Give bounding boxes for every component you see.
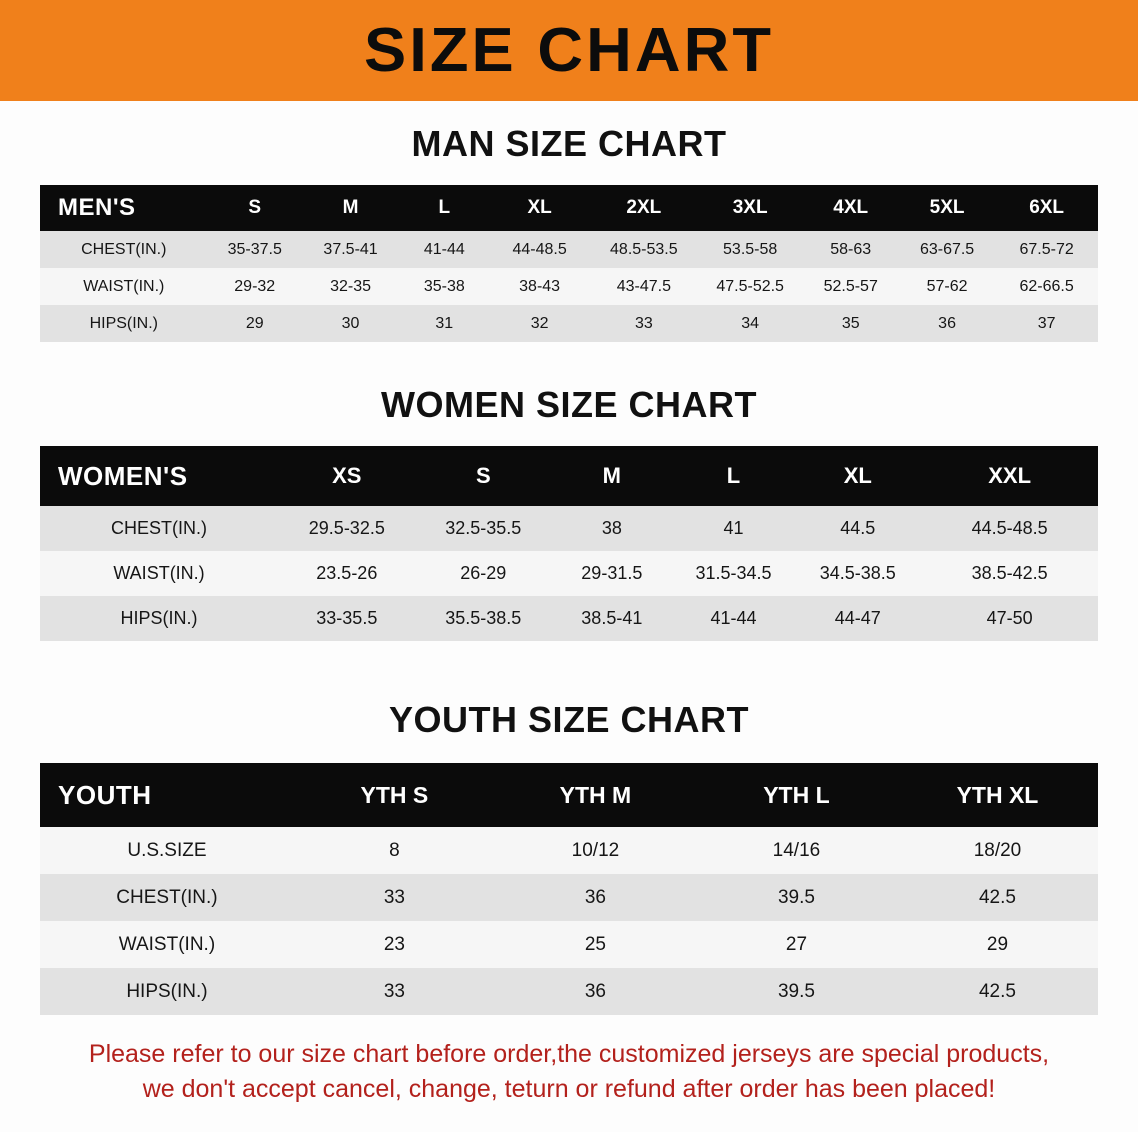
header-cell-s: S [248, 197, 262, 218]
cell: 35.5-38.5 [445, 608, 522, 628]
header-cell-m: M [602, 463, 621, 488]
policy-note-line-1: Please refer to our size chart before order,the customized jerseys are special products, [88, 1040, 1050, 1068]
table-row [40, 827, 1098, 874]
row-label-chest: CHEST(IN.) [116, 886, 218, 908]
header-cell-m: M [342, 197, 359, 218]
cell: 32-35 [330, 277, 372, 295]
cell: 32 [530, 314, 549, 332]
row-label-chest: CHEST(IN.) [111, 518, 208, 538]
cell: 23.5-26 [316, 563, 378, 583]
cell: 25 [584, 933, 606, 955]
women-section-title: WOMEN SIZE CHART [381, 384, 757, 425]
cell: 37 [1037, 314, 1056, 332]
header-cell-xxl: XXL [988, 463, 1032, 488]
cell: 38 [601, 518, 622, 538]
row-label-waist: WAIST(IN.) [118, 933, 216, 955]
header-cell-xl: XL [843, 463, 872, 488]
cell: 44.5 [840, 518, 876, 538]
cell: 14/16 [772, 839, 821, 861]
cell: 30 [341, 314, 360, 332]
row-label-us-size: U.S.SIZE [127, 839, 207, 861]
header-cell-yth-xl: YTH XL [956, 781, 1039, 808]
cell: 33 [383, 886, 405, 908]
youth-table-wrap [0, 763, 1138, 1015]
cell: 29 [986, 933, 1009, 955]
cell: 47.5-52.5 [716, 277, 784, 295]
cell: 29.5-32.5 [308, 518, 385, 538]
table-row [40, 268, 1098, 305]
cell: 41 [723, 518, 744, 538]
table-row [40, 874, 1098, 921]
cell: 33 [634, 314, 653, 332]
women-table-wrap [0, 446, 1138, 641]
page-banner [0, 0, 1138, 101]
cell: 33 [383, 980, 405, 1002]
cell: 10/12 [571, 839, 620, 861]
cell: 44-48.5 [512, 240, 567, 258]
cell: 35-38 [423, 277, 465, 295]
header-cell-yth-l: YTH L [763, 781, 830, 808]
header-cell-yth-s: YTH S [360, 781, 429, 808]
header-cell-s: S [475, 463, 491, 488]
header-cell-4xl: 4XL [833, 197, 869, 218]
cell: 47-50 [986, 608, 1033, 628]
man-table-wrap [0, 185, 1138, 342]
cell: 18/20 [973, 839, 1022, 861]
header-cell-xs: XS [332, 463, 362, 488]
cell: 41-44 [423, 240, 465, 258]
cell: 52.5-57 [823, 277, 878, 295]
row-label-hips: HIPS(IN.) [126, 980, 208, 1002]
cell: 37.5-41 [323, 240, 378, 258]
header-cell-label: YOUTH [58, 779, 152, 810]
cell: 39.5 [777, 980, 815, 1002]
page-title: SIZE CHART [363, 15, 775, 85]
cell: 35-37.5 [227, 240, 282, 258]
table-row [40, 921, 1098, 968]
cell: 42.5 [978, 980, 1016, 1002]
header-cell-label: MEN'S [58, 194, 136, 221]
cell: 38-43 [519, 277, 561, 295]
header-cell-3xl: 3XL [732, 197, 768, 218]
man-size-table [40, 185, 1098, 342]
cell: 44.5-48.5 [971, 518, 1048, 538]
cell: 57-62 [926, 277, 968, 295]
cell: 67.5-72 [1019, 240, 1074, 258]
cell: 33-35.5 [316, 608, 378, 628]
man-section-title: MAN SIZE CHART [411, 123, 727, 164]
cell: 41-44 [710, 608, 757, 628]
header-cell-6xl: 6XL [1029, 197, 1065, 218]
header-cell-xl: XL [527, 197, 552, 218]
cell: 39.5 [777, 886, 815, 908]
row-label-chest: CHEST(IN.) [81, 240, 167, 258]
row-label-hips: HIPS(IN.) [120, 608, 198, 628]
header-cell-l: L [438, 197, 451, 218]
cell: 63-67.5 [919, 240, 975, 258]
row-label-waist: WAIST(IN.) [83, 277, 165, 295]
cell: 36 [584, 980, 606, 1002]
youth-section-title: YOUTH SIZE CHART [388, 699, 749, 740]
cell: 29-32 [234, 277, 276, 295]
cell: 36 [938, 314, 956, 332]
cell: 35 [841, 314, 860, 332]
table-row [40, 305, 1098, 342]
cell: 34.5-38.5 [819, 563, 896, 583]
row-label-hips: HIPS(IN.) [89, 314, 159, 332]
cell: 29 [245, 314, 264, 332]
cell: 36 [584, 886, 606, 908]
cell: 31.5-34.5 [695, 563, 772, 583]
table-header-row [40, 446, 1098, 506]
table-header-row [40, 763, 1098, 827]
header-cell-l: L [726, 463, 741, 488]
table-row [40, 506, 1098, 551]
cell: 31 [435, 314, 454, 332]
table-header-row [40, 185, 1098, 231]
cell: 23 [383, 933, 405, 955]
cell: 42.5 [978, 886, 1016, 908]
cell: 62-66.5 [1019, 277, 1074, 295]
header-cell-2xl: 2XL [626, 197, 662, 218]
table-row [40, 551, 1098, 596]
table-row [40, 231, 1098, 268]
cell: 48.5-53.5 [610, 240, 678, 258]
policy-note-line-2: we don't accept cancel, change, teturn or refund after order has been placed! [142, 1074, 996, 1103]
cell: 32.5-35.5 [445, 518, 522, 538]
cell: 38.5-41 [581, 608, 643, 628]
policy-note [34, 1037, 1104, 1106]
cell: 58-63 [830, 240, 872, 258]
table-row [40, 968, 1098, 1015]
header-cell-5xl: 5XL [929, 197, 965, 218]
women-size-table [40, 446, 1098, 641]
cell: 43-47.5 [616, 277, 671, 295]
cell: 53.5-58 [723, 240, 778, 258]
row-label-waist: WAIST(IN.) [113, 563, 205, 583]
cell: 38.5-42.5 [971, 563, 1048, 583]
cell: 8 [389, 839, 400, 861]
cell: 44-47 [834, 608, 881, 628]
header-cell-label: WOMEN'S [58, 460, 188, 491]
cell: 29-31.5 [581, 563, 643, 583]
header-cell-yth-m: YTH M [559, 781, 632, 808]
cell: 27 [785, 933, 808, 955]
cell: 26-29 [460, 563, 507, 583]
cell: 34 [741, 314, 760, 332]
youth-size-table [40, 763, 1098, 1015]
table-row [40, 596, 1098, 641]
